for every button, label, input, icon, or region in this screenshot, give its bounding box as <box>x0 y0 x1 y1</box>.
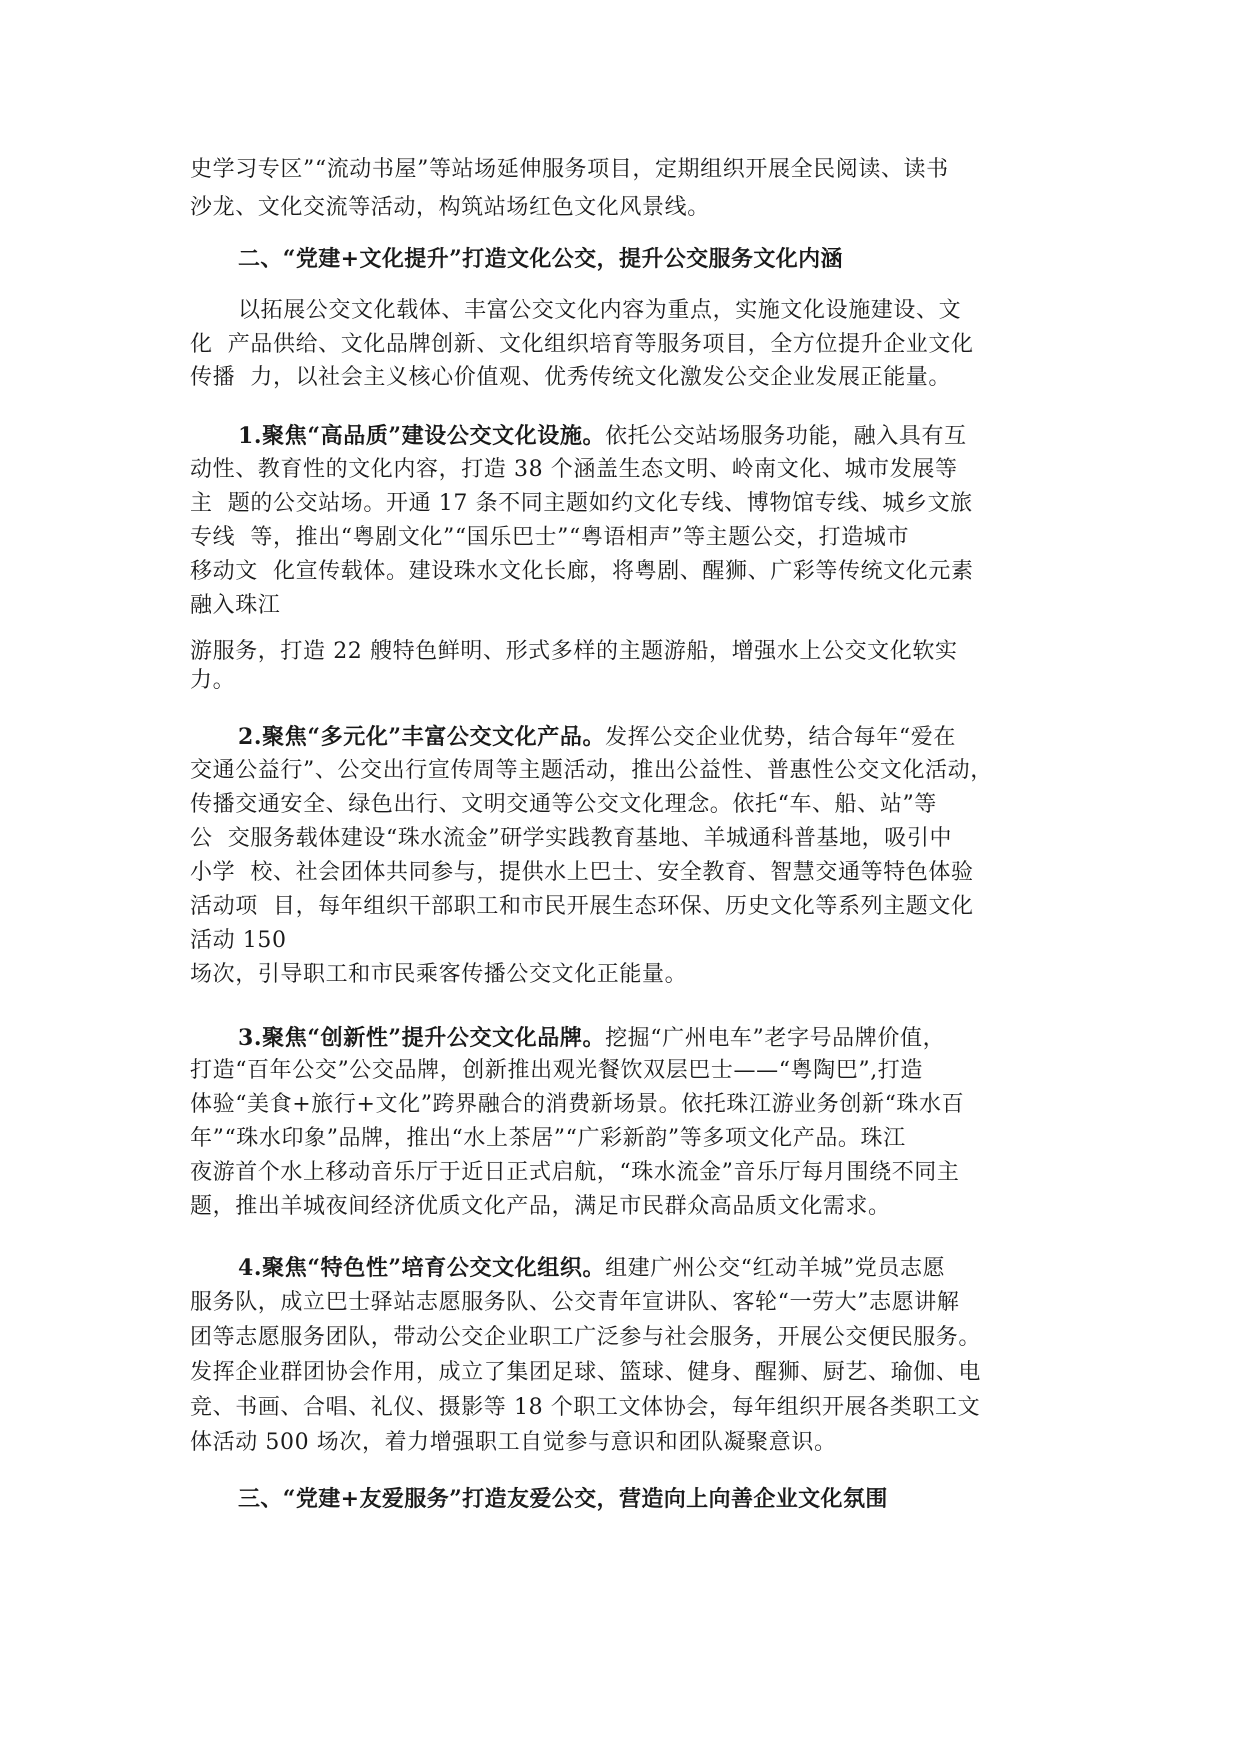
item-text: 发挥公交企业优势，结合每年“爱在 <box>605 725 956 750</box>
section-heading: 二、“党建+文化提升”打造文化公交，提升公交服务文化内涵 <box>238 246 843 272</box>
body-line: 专线 等，推出“粤剧文化”“国乐巴士”“粤语相声”等主题公交，打造城市 <box>190 525 910 550</box>
body-line: 团等志愿服务团队，带动公交企业职工广泛参与社会服务，开展公交便民服务。 <box>190 1325 982 1350</box>
body-line: 化 产品供给、文化品牌创新、文化组织培育等服务项目，全方位提升企业文化 <box>190 332 974 357</box>
body-line: 以拓展公交文化载体、丰富公交文化内容为重点，实施文化设施建设、文 <box>238 298 962 323</box>
body-line: 活动 150 <box>190 928 287 953</box>
body-line: 动性、教育性的文化内容，打造 38 个涵盖生态文明、岭南文化、城市发展等 <box>190 457 958 482</box>
body-line: 体活动 500 场次，着力增强职工自觉参与意识和团队凝聚意识。 <box>190 1430 837 1455</box>
section-heading: 三、“党建+友爱服务”打造友爱公交，营造向上向善企业文化氛围 <box>238 1486 888 1512</box>
body-line: 沙龙、文化交流等活动，构筑站场红色文化风景线。 <box>190 195 710 220</box>
body-line: 传播 力，以社会主义核心价值观、优秀传统文化激发公交企业发展正能量。 <box>190 365 951 390</box>
paragraph-first-line <box>238 421 967 452</box>
item-text: 组建广州公交“红动羊城”党员志愿 <box>605 1256 946 1281</box>
item-title: 2.聚焦“多元化”丰富公交文化产品。 <box>238 724 606 750</box>
item-title: 3.聚焦“创新性”提升公交文化品牌。 <box>238 1025 606 1051</box>
body-line: 移动文 化宣传载体。建设珠水文化长廊，将粤剧、醒狮、广彩等传统文化元素 <box>190 559 974 584</box>
paragraph-first-line <box>238 1023 945 1054</box>
body-line: 打造“百年公交”公交品牌，创新推出观光餐饮双层巴士——“粤陶巴”,打造 <box>190 1058 923 1083</box>
body-line: 传播交通安全、绿色出行、文明交通等公交文化理念。依托“车、船、站”等 <box>190 792 937 817</box>
body-line: 融入珠江 <box>190 593 281 618</box>
item-text: 依托公交站场服务功能，融入具有互 <box>605 424 967 449</box>
paragraph-first-line <box>238 1253 945 1284</box>
body-line: 史学习专区”“流动书屋”等站场延伸服务项目，定期组织开展全民阅读、读书 <box>190 157 949 182</box>
body-line: 游服务，打造 22 艘特色鲜明、形式多样的主题游船，增强水上公交文化软实 <box>190 639 958 664</box>
paragraph-first-line <box>238 722 956 753</box>
body-line: 年”“珠水印象”品牌，推出“水上茶居”“广彩新韵”等多项文化产品。珠江 <box>190 1126 906 1151</box>
body-line: 体验“美食+旅行+文化”跨界融合的消费新场景。依托珠江游业务创新“珠水百 <box>190 1092 965 1117</box>
body-line: 交通公益行”、公交出行宣传周等主题活动，推出公益性、普惠性公交文化活动， <box>190 758 993 783</box>
item-text: 挖掘“广州电车”老字号品牌价值， <box>605 1026 946 1051</box>
item-title: 4.聚焦“特色性”培育公交文化组织。 <box>238 1255 606 1281</box>
body-line: 公 交服务载体建设“珠水流金”研学实践教育基地、羊城通科普基地，吸引中 <box>190 826 953 851</box>
body-line: 题，推出羊城夜间经济优质文化产品，满足市民群众高品质文化需求。 <box>190 1194 891 1219</box>
body-line: 力。 <box>190 668 236 693</box>
body-line: 场次，引导职工和市民乘客传播公交文化正能量。 <box>190 962 688 987</box>
body-line: 主 题的公交站场。开通 17 条不同主题如约文化专线、博物馆专线、城乡文旅 <box>190 491 973 516</box>
body-line: 小学 校、社会团体共同参与，提供水上巴士、安全教育、智慧交通等特色体验 <box>190 860 974 885</box>
body-line: 竞、书画、合唱、礼仪、摄影等 18 个职工文体协会，每年组织开展各类职工文 <box>190 1395 981 1420</box>
item-title: 1.聚焦“高品质”建设公交文化设施。 <box>238 423 606 449</box>
body-line: 活动项 目，每年组织干部职工和市民开展生态环保、历史文化等系列主题文化 <box>190 894 974 919</box>
body-line: 发挥企业群团协会作用，成立了集团足球、篮球、健身、醒狮、厨艺、瑜伽、电 <box>190 1360 982 1385</box>
body-line: 夜游首个水上移动音乐厅于近日正式启航，“珠水流金”音乐厅每月围绕不同主 <box>190 1160 960 1185</box>
body-line: 服务队，成立巴士驿站志愿服务队、公交青年宣讲队、客轮“一劳大”志愿讲解 <box>190 1290 960 1315</box>
